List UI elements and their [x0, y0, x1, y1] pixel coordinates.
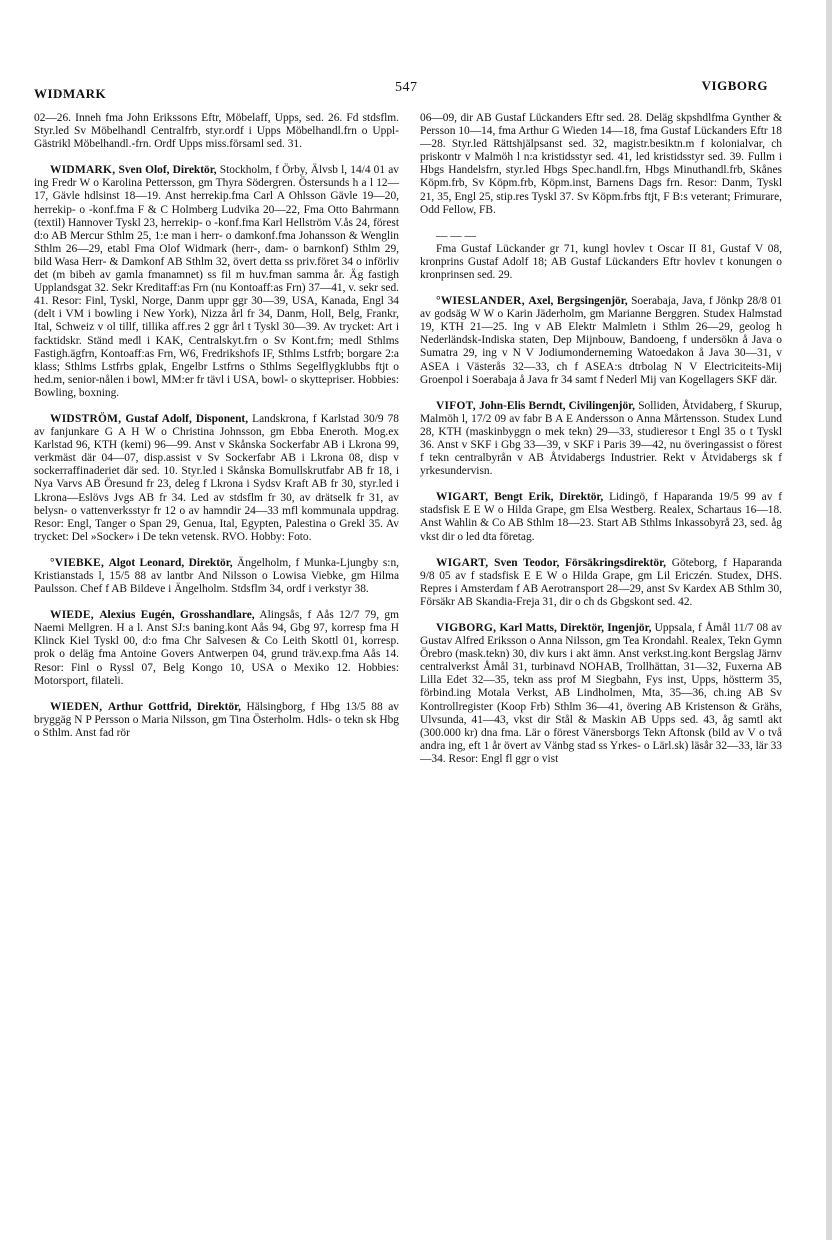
biography-entry	[420, 491, 782, 543]
entry-surname: WIGART,	[436, 491, 489, 504]
left-column	[34, 112, 399, 753]
entry-given-names: Sven Teodor, Försäkringsdirektör,	[494, 556, 666, 569]
entry-text: Solliden, Åtvidaberg, f Skurup, Malmöh l, 17/2 09 av fabr B A E Andersson o Anna Mårtensson. Studex Lund 28, KTH (maskinbyggn o mek tekn) 29—33, studieresor t Engl 35 o t Tyskl 36. Anst v SKF i Gbg 33—39, v SKF i Paris 39—42, nu överingassist o förest f tekn centralbyrån v AB Åtvidabergs Industrier. Rekt v Åtvidabergs sk f yrkesundervisn.	[420, 399, 782, 478]
entry-surname: WIGART,	[436, 556, 489, 569]
entry-text: Stockholm, f Örby, Älvsb l, 14/4 01 av ing Fredr W o Karolina Pettersson, gm Thyra Södergren. Östersunds h a l 12—17, Gävle hdlsinst 18—19. Anst herrekip.fma Carl A Ohlsson Gävle 19—20, herrekip- o -konf.fma F & C Holmberg Ludvika 20—22, Fma Otto Bahrmann (textil) Hannover Tyskl 23, herrekip- o -konf.fma Karl Hellström V.ås 24, förest d:o AB Mercur Sthlm 25, 1:e man i herr- o damkonf.fma Johansson & Wenglin Sthlm 26—29, etabl Fma Olof Widmark (herr-, dam- o barnkonf) Sthlm 29, bild Wasa Herr- & Damkonf AB Sthlm 32, övert detta ss priv.föret 34 o införliv det (m bibeh av gamla fmanamnet) ss fil m huv.fman samma år. Äg fastigh Upplandsgat 32. Sekr Kreditaff:as Frn (nu Kontoaff:as Frn) 37—41, v. sekr sed. 41. Resor: Finl, Tyskl, Norge, Danm uppr ggr 30—39, USA, Kanada, Engl 34 (delt i VM i bowling i New York), Nizza årl fr 34, Danm, Holl, Belg, Frankr, Ital, Schweiz v ol tillf, tillika aff.res 2 ggr årl t Tyskl 30—39. Av trycket: Art i facktidskr. Ständ medl i KAK, Centralskyt.frn o Sv Kont.frn; medl Sthlms Fastigh.ägfrn, Kontoaff:as Frn, W6, Fredrikshofs IF, Sthlms Lstfrb; borgare 2:a klass; Sthlms Lstfrbs gplak, Engelbr Lstfrns o Sthlms Segelflygklubbs ftjt o hed.m, senior-nålen i bowl, MM:er fr tävl i USA, bowl- o skyttepriser. Hobbies: Bowling, boxning.	[34, 164, 399, 399]
entry-text: 06—09, dir AB Gustaf Lückanders Eftr sed. 28. Deläg skpshdlfma Gynther & Persson 10—14, fma Arthur G Wieden 14—18, fma Gustaf Lückanders Eftr 18—28. Styr.led Rättshjälpsanst sed. 32, magistr.besiktn.m f kolonialvar, ch priskontr v Malmöh l n:a kristidsstyr sed. 41, led kristidsstyr sed. 39. Fullm i Hbgs Handelsfrn, styr.led Hbgs Spec.handl.frn, Hbgs Minuthandl.frb, Skånes Köpm.frb, Sv Köpm.frb, Köpm.inst, Barnens Dags frn. Resor: Danm, Tyskl 21, 35, Engl 25, stip.res Tyskl 37. Sv Köpm.frbs ftjt, F B:s veterant; Frimurare, Odd Fellow, FB.	[420, 112, 782, 216]
entry-text: Landskrona, f Karlstad 30/9 78 av fanjunkare G A H W o Christina Johnsson, gm Ebba Eneroth. Mog.ex Karlstad 96, KTH (kemi) 96—99. Anst v Skånska Sockerfabr AB i Lkrona 99, verkmäst där 04—07, disp.assist v Sv Sockerfabr AB i Lkrona 08, disp v sockerraffinaderiet där sed. 10. Styr.led i Skånska Bomullskrutfabr AB fr 18, i Nya Varvs AB Öresund fr 23, deleg f Lkrona i Sydsv Kraft AB fr 30, styr.led i Lkrona—Eslövs Jvgs AB fr 34. Led av stdsflm fr 30, av drätselk fr 31, av belysn- o vattenverksstyr fr 12 o av hamndir 24—33 mfl kommunala uppdrag. Resor: Engl, Tanger o Span 29, Genua, Ital, Egypten, Palestina o Grekl 35. Av trycket: Del »Socker» i De tekn vetensk. RVO. Hobby: Foto.	[34, 412, 399, 543]
biography-entry	[420, 112, 782, 217]
entry-surname: °WIESLANDER,	[436, 295, 525, 308]
entry-given-names: Sven Olof, Direktör,	[118, 164, 217, 177]
entry-given-names: Bengt Erik, Direktör,	[494, 491, 604, 504]
biography-entry	[34, 701, 399, 740]
entry-given-names: Axel, Bergsingenjör,	[528, 295, 628, 308]
entry-text: Soerabaja, Java, f Jönkp 28/8 01 av godsäg W W o Karin Jäderholm, gm Marianne Berggren. Studex Halmstad 19, KTH 21—25. Ing v AB Elektr Malmletn i Sthlm 26—29, geolog h Nederländsk-Indiska staten, Dep Mijnbouw, Bandoeng, f undersökn å Java o Sumatra 29, ing v N V Jodiumonderneming Watoedakon å Java 30—31, v ASEA i Västerås 32—33, ch f ASEA:s dtrbolag N V Electriciteits-Mij Groenpol i Soerabaja å Java fr 34 samt f Nederl Mij van Kogellagers SKF där.	[420, 295, 782, 386]
entry-text: 02—26. Inneh fma John Erikssons Eftr, Möbelaff, Upps, sed. 26. Fd stdsflm. Styr.led Sv Möbelhandl Centralfrb, styr.ordf i Upps Möbelhandl.frn o Uppl-Gästrikl Möbelhandl.-frn. Ordf Upps miss.församl sed. 31.	[34, 112, 399, 151]
entry-surname: WIEDE,	[50, 609, 94, 622]
entry-given-names: Algot Leonard, Direktör,	[108, 556, 233, 569]
biography-entry	[420, 230, 782, 282]
biography-entry	[34, 609, 399, 688]
entry-surname: VIFOT,	[436, 399, 476, 412]
entry-text: Ängelholm, f Munka-Ljungby s:n, Kristianstads l, 15/5 88 av lantbr And Nilsson o Lowisa Viebke, gm Hilma Paulsson. Chef f AB Bildeve i Ängelholm. Stdsflm 34, ordf i verkstyr 38.	[34, 556, 399, 596]
entry-text: Lidingö, f Haparanda 19/5 99 av f stadsfisk E E W o Hilda Grape, gm Elsa Westberg. Realex, Schartaus 16—18. Anst Wahlin & Co AB Sthlm 18—23. Start AB Sthlms Inkassobyrå 23, sed. åg vkst dir o led dta företag.	[420, 491, 782, 543]
page-edge	[826, 0, 832, 1240]
biography-entry	[34, 557, 399, 596]
entry-given-names: Alexius Eugén, Grosshandlare,	[99, 609, 255, 622]
biography-entry	[420, 400, 782, 479]
entry-surname: °VIEBKE,	[50, 556, 105, 569]
biography-entry	[420, 557, 782, 609]
biography-entry	[34, 413, 399, 544]
running-head-left: WIDMARK	[34, 86, 107, 101]
entry-text: Fma Gustaf Lückander gr 71, kungl hovlev t Oscar II 81, Gustaf V 08, kronprins Gustaf Adolf 18; AB Gustaf Lückanders Eftr hovlev t konungen o kronprinsen sed. 29.	[420, 242, 782, 281]
entry-surname: WIEDEN,	[50, 700, 103, 713]
separator-dashes: — — —	[436, 229, 476, 242]
entry-given-names: John-Elis Berndt, Civilingenjör,	[479, 399, 636, 412]
entry-text: Alingsås, f Aås 12/7 79, gm Naemi Mellgren. H a l. Anst SJ:s baning.kont Aås 94, Gbg 97, korresp fma H Klinck Kiel Tyskl 00, d:o fma Chr Salvesen & Co Leith Skottl 01, korresp. prok o deläg fma Antoine Govers Antwerpen 04, grund träv.exp.fma Aås 14. Resor: Finl o Ryssl 07, Belg Kongo 10, USA o Mexiko 12. Hobbies: Motorsport, filateli.	[34, 609, 399, 687]
entry-surname: WIDMARK,	[50, 164, 116, 177]
right-column	[420, 112, 782, 779]
biography-entry	[420, 622, 782, 766]
entry-given-names: Arthur Gottfrid, Direktör,	[107, 700, 241, 713]
entry-text: Göteborg, f Haparanda 9/8 05 av f stadsfisk E E W o Hilda Grape, gm Lil Ericzén. Studex, DHS. Repres i Amsterdam f AB Aerotransport 28—29, anst Sv Kardex AB Sthlm 30, Försäkr AB Skandia-Freja 31, dir o ch ds Gbgskont sed. 42.	[420, 556, 782, 608]
page-number: 547	[395, 80, 418, 95]
entry-given-names: Gustaf Adolf, Disponent,	[125, 412, 249, 425]
entry-given-names: Karl Matts, Direktör, Ingenjör,	[499, 622, 652, 634]
biography-entry	[420, 295, 782, 387]
biography-entry	[34, 164, 399, 400]
entry-surname: WIDSTRÖM,	[50, 412, 122, 425]
entry-surname: VIGBORG,	[436, 622, 497, 634]
running-head-right: VIGBORG	[701, 78, 768, 93]
entry-text: Hälsingborg, f Hbg 13/5 88 av bryggäg N P Persson o Maria Nilsson, gm Tina Österholm. Hdls- o tekn sk Hbg o Sthlm. Anst fad rör	[34, 700, 399, 739]
entry-text: Uppsala, f Åmål 11/7 08 av Gustav Alfred Eriksson o Anna Nilsson, gm Tea Krondahl. Realex, Tekn Gymn Örebro (mask.tekn) 30, div kurs i akt ämn. Anst verkst.ing.kont Bergslag Järnv centralverkst Åmål 31, turbinavd NOHAB, Trollhättan, 31—32, Fuxerna AB Lilla Edet 32—35, tekn ass prof M Siegbahn, Fys inst, Upps, höstterm 35, förbind.ing Motala Verkst, AB Lindholmen, Mta, 35—36, ch.ing AB Sv Kontrollregister (Koop Frb) Sthlm 36—41, övering AB Kristenson & Grähs, Ulvsunda, 41—43, vkst dir Stål & Maskin AB Upps sed. 43, åg samtl akt (300.000 kr) dna fma. Lär o förest Vänersborgs Tekn Aftonsk (bild av V o två andra ing, eft 1 år övert av Vänbg stad ss Yrkes- o Lärl.sk) läsår 32—33, lär 33—34. Resor: Engl fl ggr o vist	[420, 622, 782, 765]
biography-entry	[34, 112, 399, 151]
